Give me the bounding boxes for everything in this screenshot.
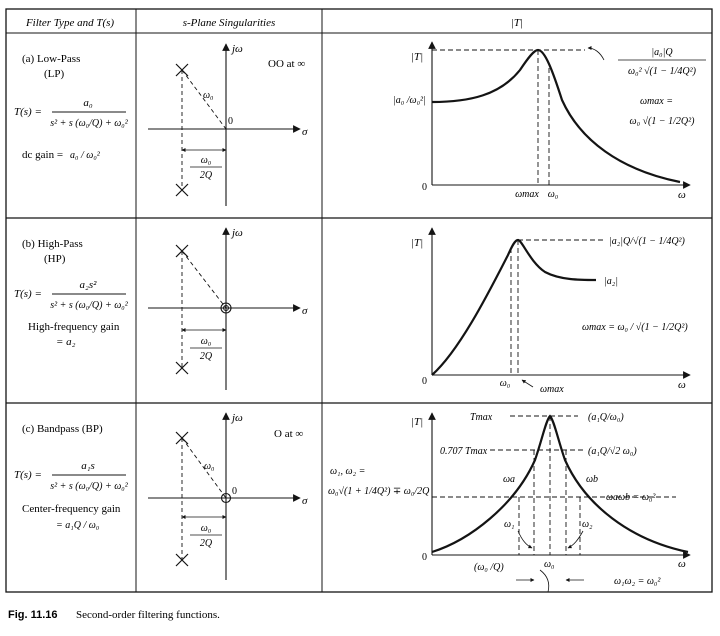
bp-wa-label: ωa	[503, 474, 516, 485]
bp-pole-upper	[176, 432, 188, 444]
hp-tf-numerator: a₂s²	[79, 279, 97, 291]
hp-hf-level: |a₂|	[604, 276, 618, 287]
lp-w0-label: ω₀	[203, 90, 214, 101]
bp-pole-lower	[176, 554, 188, 566]
lp-tf-denominator: s² + s (ω₀/Q) + ω₀²	[50, 118, 128, 129]
row-bandpass	[14, 412, 690, 592]
bp-origin: 0	[232, 486, 237, 497]
lp-type-label: (a) Low-Pass	[22, 53, 81, 65]
lp-dc-level: |a₀ /ω₀²|	[393, 95, 426, 106]
bp-2q-den: 2Q	[199, 538, 213, 549]
bp-gain-value: = a₁Q / ω₀	[56, 520, 100, 531]
bp-tf-denominator: s² + s (ω₀/Q) + ω₀²	[50, 481, 128, 492]
lp-tf-lhs: T(s) =	[14, 106, 42, 118]
lp-2q-den: 2Q	[199, 170, 213, 181]
lp-pole-upper	[176, 64, 188, 76]
hp-jw-label: jω	[232, 227, 243, 239]
hp-type-label: (b) High-Pass	[22, 238, 83, 250]
bp-bandwidth: (ω₀ /Q)	[474, 562, 504, 573]
bp-jw-label: jω	[232, 412, 243, 424]
hp-2q-den: 2Q	[199, 351, 213, 362]
lp-peak-num: |a₀|Q	[651, 47, 673, 58]
caption-number: Fig. 11.16	[8, 609, 58, 621]
hp-mag-zero: 0	[422, 376, 427, 387]
bp-tf-numerator: a₁s	[81, 460, 95, 472]
lp-wmax-label: ωmax =	[640, 96, 673, 107]
header-s-plane: s-Plane Singularities	[182, 17, 276, 29]
lp-wmax-value: ω₀ √(1 − 1/2Q²)	[629, 116, 695, 127]
lp-w0-num: ω₀	[200, 155, 212, 166]
lp-mag-zero: 0	[422, 182, 427, 193]
header-magnitude: |T|	[510, 17, 524, 29]
bp-w2-label: ω₂	[582, 519, 593, 530]
bp-gain-label: Center-frequency gain	[22, 503, 121, 515]
row-lowpass	[14, 42, 706, 206]
hp-peak-value: |a₂|Q/√(1 − 1/4Q²)	[609, 236, 685, 247]
hp-wmax-value: ωmax = ω₀ / √(1 − 1/2Q²)	[582, 322, 688, 333]
lp-mag-xlabel: ω	[678, 189, 686, 201]
bp-w0-num: ω₀	[200, 523, 212, 534]
lp-peak-den: ω₀² √(1 − 1/4Q²)	[628, 66, 696, 77]
hp-tf-denominator: s² + s (ω₀/Q) + ω₀²	[50, 300, 128, 311]
bp-mag-xlabel: ω	[678, 558, 686, 570]
bp-w12-value: ω₀√(1 + 1/4Q²) ∓ ω₀/2Q	[328, 486, 430, 497]
bp-w0-tick: ω₀	[544, 559, 555, 570]
lp-zeros-note: OO at ∞	[268, 58, 306, 70]
lp-type-abbr: (LP)	[44, 68, 65, 80]
bp-w1-label: ω₁	[504, 519, 515, 530]
hp-mag-xlabel: ω	[678, 379, 686, 391]
hp-s-plane	[148, 228, 300, 390]
bp-w1w2: ω₁ω₂ = ω₀²	[614, 576, 661, 587]
header-filter-type: Filter Type and T(s)	[25, 17, 115, 29]
hp-tick-wmax: ωmax	[540, 384, 564, 395]
hp-sigma-label: σ	[302, 305, 308, 317]
bp-wb-label: ωb	[586, 474, 599, 485]
bp-response-curve	[432, 416, 688, 552]
bp-w12-label: ω₁, ω₂ =	[330, 466, 366, 477]
lp-jw-label: jω	[232, 43, 243, 55]
hp-pole-upper	[176, 245, 188, 257]
hp-tf-lhs: T(s) =	[14, 288, 42, 300]
lp-gain-value: a₀ / ω₀²	[70, 150, 100, 161]
bp-707-value: (a₁Q/√2 ω₀)	[588, 446, 637, 457]
bp-tmax-value: (a₁Q/ω₀)	[588, 412, 624, 423]
hp-response-curve	[432, 240, 596, 375]
bp-mag-ylabel: |T|	[411, 416, 424, 428]
bp-tmax-label: Tmax	[470, 412, 493, 423]
hp-w0-num: ω₀	[200, 336, 212, 347]
lp-tick-wmax: ωmax	[515, 189, 539, 200]
hp-tick-w0: ω₀	[499, 378, 511, 389]
hp-magnitude-plot	[432, 228, 690, 387]
row-highpass	[14, 227, 690, 395]
lp-mag-ylabel: |T|	[411, 51, 424, 63]
lp-gain-label: dc gain =	[22, 149, 64, 161]
lp-tick-w0: ω₀	[547, 189, 559, 200]
lp-tf-numerator: a₀	[83, 97, 93, 109]
lp-origin: 0	[228, 116, 233, 127]
bp-sigma-label: σ	[302, 495, 308, 507]
hp-type-abbr: (HP)	[44, 253, 66, 265]
lp-magnitude-plot	[432, 42, 690, 185]
hp-gain-value: = a₂	[56, 336, 76, 348]
hp-gain-label: High-frequency gain	[28, 321, 120, 333]
bp-type-label: (c) Bandpass (BP)	[22, 423, 103, 435]
lp-sigma-label: σ	[302, 126, 308, 138]
bp-zeros-note: O at ∞	[274, 428, 304, 440]
bp-wawb: ωaωb = ω₀²	[606, 492, 656, 503]
bp-w0-label: ω₀	[204, 461, 215, 472]
bp-mag-zero: 0	[422, 552, 427, 563]
bp-tf-lhs: T(s) =	[14, 469, 42, 481]
bp-707-label: 0.707 Tmax	[440, 446, 488, 457]
caption-text: Second-order filtering functions.	[76, 609, 220, 621]
hp-mag-ylabel: |T|	[411, 237, 424, 249]
